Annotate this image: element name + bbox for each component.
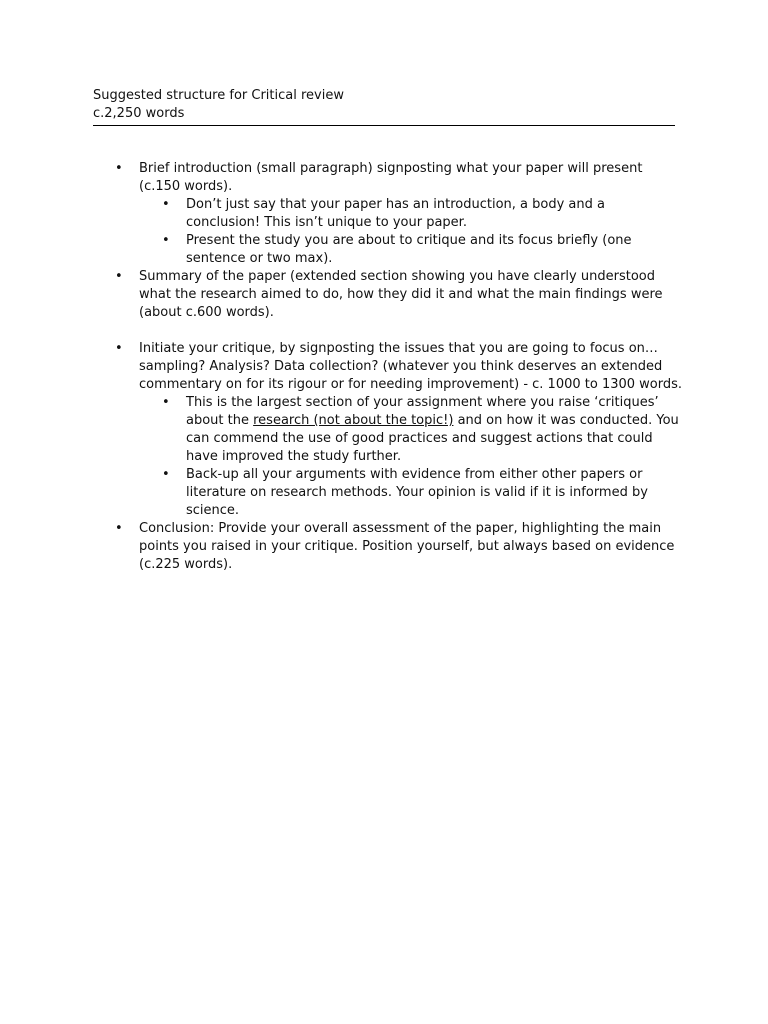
- bullet-icon: •: [162, 233, 170, 248]
- sublist-item-text: Don’t just say that your paper has an introduction, a body and a conclusion! This isn’t unique to your paper.: [186, 197, 605, 230]
- critique-sublist: [139, 394, 683, 520]
- bullet-icon: •: [115, 161, 123, 176]
- conclusion-text: Conclusion: Provide your overall assessment of the paper, highlighting the main points you raised in your critique. Position yourself, but always based on evidence (c.225 words).: [139, 521, 675, 572]
- list-item-conclusion: [93, 520, 683, 574]
- sublist-item-text-end: and on how it was conducted. You can commend the use of good practices and suggest actions that could have improved the study further.: [186, 413, 679, 464]
- document-title: Suggested structure for Critical review: [93, 88, 344, 103]
- list-item-summary: [93, 268, 683, 340]
- document-header: [93, 87, 675, 126]
- structure-list: [93, 160, 683, 574]
- paragraph-spacer: [139, 322, 683, 340]
- introduction-sublist: [139, 196, 683, 268]
- bullet-icon: •: [162, 467, 170, 482]
- bullet-icon: •: [115, 341, 123, 356]
- summary-text: Summary of the paper (extended section showing you have clearly understood what the research aimed to do, how they did it and what the main findings were (about c.600 words).: [139, 269, 663, 320]
- document-body: [93, 160, 683, 574]
- word-count: c.2,250 words: [93, 106, 185, 121]
- list-item-introduction: [93, 160, 683, 268]
- bullet-icon: •: [115, 521, 123, 536]
- bullet-icon: •: [162, 395, 170, 410]
- sublist-item: [139, 466, 683, 520]
- bullet-icon: •: [115, 269, 123, 284]
- sublist-item: [139, 232, 683, 268]
- sublist-item: [139, 394, 683, 466]
- sublist-item: [139, 196, 683, 232]
- critique-text: Initiate your critique, by signposting the issues that you are going to focus on… sampling? Analysis? Data collection? (whatever you think deserves an extended commentary on for its rigour or for needing improvement) - c. 1000 to 1300 words.: [139, 341, 683, 392]
- list-item-critique: [93, 340, 683, 520]
- bullet-icon: •: [162, 197, 170, 212]
- underlined-emphasis: research (not about the topic!): [253, 413, 454, 428]
- introduction-text: Brief introduction (small paragraph) signposting what your paper will present (c.150 words).: [139, 161, 643, 194]
- sublist-item-text: Present the study you are about to critique and its focus briefly (one sentence or two max).: [186, 233, 632, 266]
- sublist-item-text: Back-up all your arguments with evidence from either other papers or literature on research methods. Your opinion is valid if it is informed by science.: [186, 467, 648, 518]
- sublist-item-text-start: This is the largest section of your assignment where you raise ‘critiques’ about the: [186, 395, 659, 428]
